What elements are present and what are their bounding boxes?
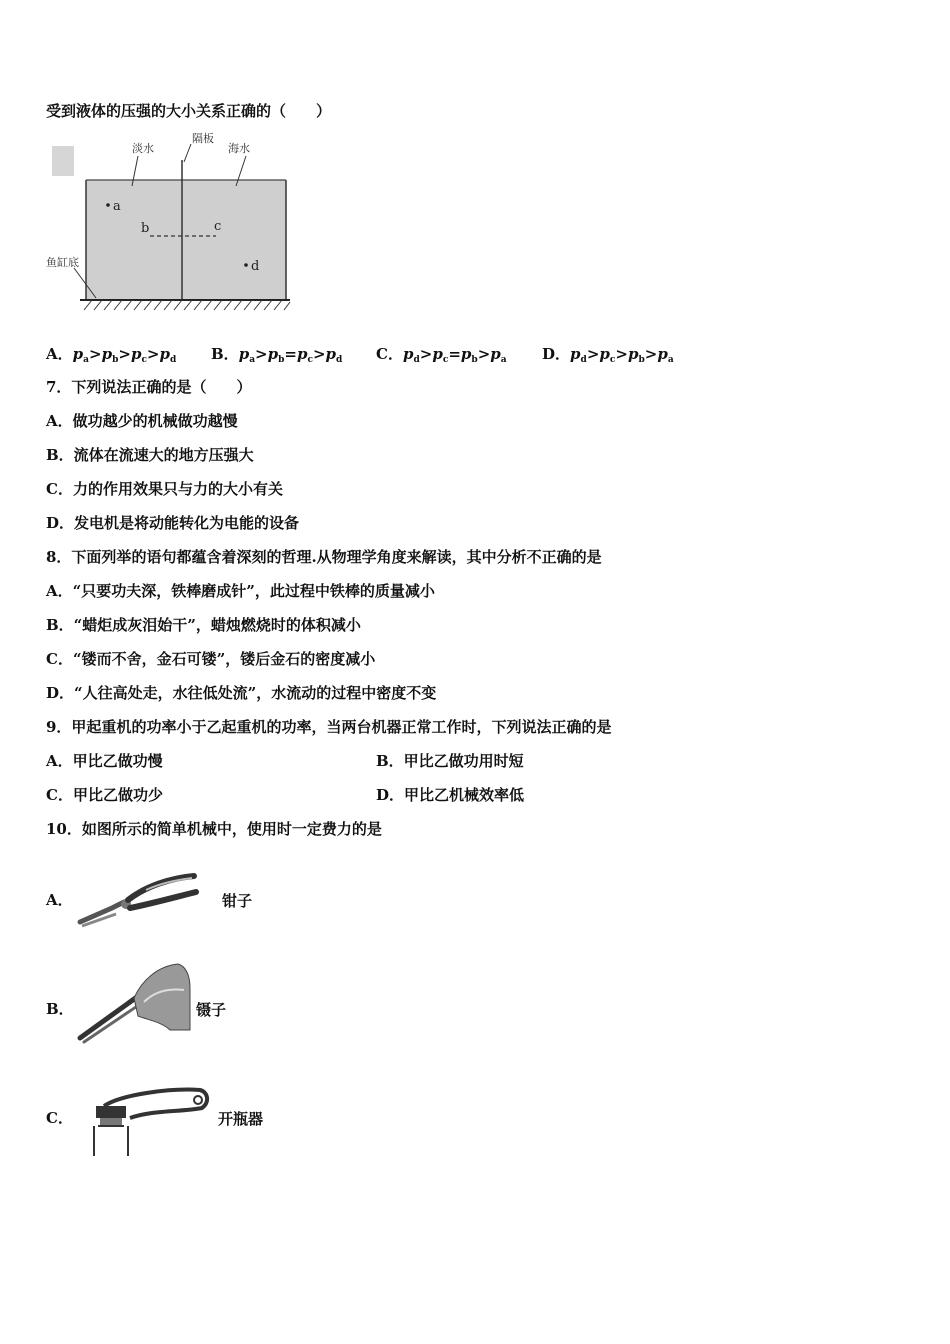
tweezers-image xyxy=(74,962,194,1044)
point-a: a xyxy=(113,199,121,214)
q6-option-b[interactable]: B．$p_a>p_b=p_c>p_d$ xyxy=(211,345,343,365)
q7-option-d[interactable]: D．发电机是将动能转化为电能的设备 xyxy=(46,514,300,532)
q9-option-c[interactable]: C．甲比乙做功少 xyxy=(46,786,163,804)
q10-option-b-letter[interactable]: B． xyxy=(46,1000,74,1018)
pliers-image xyxy=(76,868,206,930)
pliers-label: 钳子 xyxy=(222,892,253,910)
label-tank-bottom: 鱼缸底 xyxy=(46,256,79,269)
q9-stem: 9．甲起重机的功率小于乙起重机的功率，当两台机器正常工作时，下列说法正确的是 xyxy=(46,718,612,736)
label-sea-water: 海水 xyxy=(228,142,250,155)
q10-option-c-letter[interactable]: C． xyxy=(46,1109,73,1127)
q8-option-d[interactable]: D．“人往高处走，水往低处流”，水流动的过程中密度不变 xyxy=(46,684,437,702)
bottle-opener-label: 开瓶器 xyxy=(218,1110,264,1128)
tweezers-label: 镊子 xyxy=(196,1001,227,1019)
q7-option-b[interactable]: B．流体在流速大的地方压强大 xyxy=(46,446,254,464)
label-divider: 隔板 xyxy=(192,132,214,145)
q10-option-a-letter[interactable]: A． xyxy=(46,891,73,909)
point-c: c xyxy=(214,219,222,234)
q9-option-a[interactable]: A．甲比乙做功慢 xyxy=(46,752,163,770)
q7-option-a[interactable]: A．做功越少的机械做功越慢 xyxy=(46,412,238,430)
q8-stem: 8．下面列举的语句都蕴含着深刻的哲理.从物理学角度来解读，其中分析不正确的是 xyxy=(46,548,602,566)
bottle-opener-image xyxy=(82,1084,212,1158)
q9-option-d[interactable]: D．甲比乙机械效率低 xyxy=(376,786,525,804)
point-d: d xyxy=(251,259,260,274)
q7-stem: 7．下列说法正确的是（ ） xyxy=(46,378,252,396)
q8-option-a[interactable]: A．“只要功夫深，铁棒磨成针”，此过程中铁棒的质量减小 xyxy=(46,582,435,600)
q6-option-c[interactable]: C．$p_d>p_c=p_b>p_a$ xyxy=(376,345,507,365)
label-fresh-water: 淡水 xyxy=(132,142,154,155)
q6-option-d[interactable]: D．$p_d>p_c>p_b>p_a$ xyxy=(542,345,674,365)
q6-option-a[interactable]: A．$p_a>p_b>p_c>p_d$ xyxy=(46,345,177,365)
point-b: b xyxy=(141,221,150,236)
q8-option-c[interactable]: C．“镂而不舍，金石可镂”，镂后金石的密度减小 xyxy=(46,650,376,668)
intro-text: 受到液体的压强的大小关系正确的（ ） xyxy=(46,102,332,120)
fish-tank-figure xyxy=(46,128,296,318)
q7-option-c[interactable]: C．力的作用效果只与力的大小有关 xyxy=(46,480,283,498)
q8-option-b[interactable]: B．“蜡炬成灰泪始干”，蜡烛燃烧时的体积减小 xyxy=(46,616,361,634)
q9-option-b[interactable]: B．甲比乙做功用时短 xyxy=(376,752,524,770)
q10-stem: 10．如图所示的简单机械中，使用时一定费力的是 xyxy=(46,820,382,838)
